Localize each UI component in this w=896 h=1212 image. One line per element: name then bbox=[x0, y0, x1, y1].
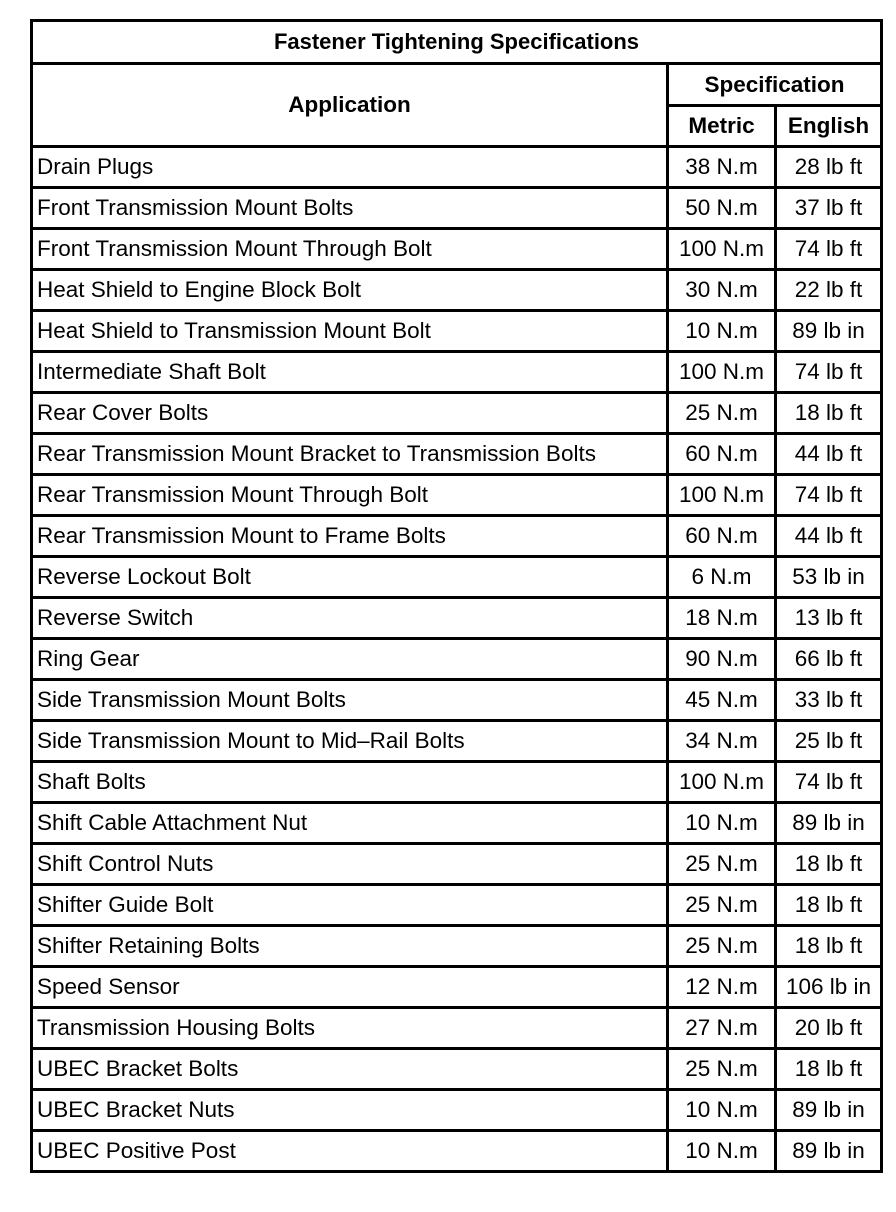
metric-cell: 60 N.m bbox=[668, 516, 776, 557]
metric-cell: 6 N.m bbox=[668, 557, 776, 598]
table-row bbox=[32, 803, 882, 844]
english-cell: 89 lb in bbox=[776, 311, 882, 352]
english-cell: 106 lb in bbox=[776, 967, 882, 1008]
metric-cell: 10 N.m bbox=[668, 1131, 776, 1172]
table-row bbox=[32, 762, 882, 803]
application-cell: Reverse Switch bbox=[32, 598, 668, 639]
metric-cell: 100 N.m bbox=[668, 762, 776, 803]
application-cell: Heat Shield to Transmission Mount Bolt bbox=[32, 311, 668, 352]
table-row bbox=[32, 188, 882, 229]
table-row bbox=[32, 1049, 882, 1090]
english-cell: 74 lb ft bbox=[776, 475, 882, 516]
application-cell: Shift Cable Attachment Nut bbox=[32, 803, 668, 844]
english-cell: 89 lb in bbox=[776, 1131, 882, 1172]
application-cell: Side Transmission Mount Bolts bbox=[32, 680, 668, 721]
english-cell: 74 lb ft bbox=[776, 762, 882, 803]
metric-cell: 10 N.m bbox=[668, 803, 776, 844]
table-row bbox=[32, 557, 882, 598]
table-row bbox=[32, 680, 882, 721]
application-cell: Shifter Guide Bolt bbox=[32, 885, 668, 926]
application-cell: UBEC Bracket Bolts bbox=[32, 1049, 668, 1090]
english-cell: 22 lb ft bbox=[776, 270, 882, 311]
specification-header: Specification bbox=[668, 64, 882, 106]
metric-cell: 50 N.m bbox=[668, 188, 776, 229]
english-cell: 44 lb ft bbox=[776, 516, 882, 557]
table-row bbox=[32, 352, 882, 393]
english-cell: 74 lb ft bbox=[776, 352, 882, 393]
table-row bbox=[32, 1008, 882, 1049]
english-cell: 13 lb ft bbox=[776, 598, 882, 639]
english-cell: 33 lb ft bbox=[776, 680, 882, 721]
application-cell: Rear Transmission Mount to Frame Bolts bbox=[32, 516, 668, 557]
metric-cell: 25 N.m bbox=[668, 1049, 776, 1090]
english-cell: 18 lb ft bbox=[776, 885, 882, 926]
metric-cell: 45 N.m bbox=[668, 680, 776, 721]
application-cell: Rear Cover Bolts bbox=[32, 393, 668, 434]
english-cell: 53 lb in bbox=[776, 557, 882, 598]
metric-cell: 34 N.m bbox=[668, 721, 776, 762]
metric-cell: 100 N.m bbox=[668, 229, 776, 270]
application-cell: UBEC Bracket Nuts bbox=[32, 1090, 668, 1131]
table-row bbox=[32, 639, 882, 680]
application-cell: UBEC Positive Post bbox=[32, 1131, 668, 1172]
application-cell: Drain Plugs bbox=[32, 147, 668, 188]
table-row bbox=[32, 229, 882, 270]
english-cell: 37 lb ft bbox=[776, 188, 882, 229]
table-row bbox=[32, 885, 882, 926]
metric-cell: 30 N.m bbox=[668, 270, 776, 311]
application-cell: Reverse Lockout Bolt bbox=[32, 557, 668, 598]
metric-cell: 38 N.m bbox=[668, 147, 776, 188]
english-cell: 74 lb ft bbox=[776, 229, 882, 270]
english-cell: 44 lb ft bbox=[776, 434, 882, 475]
table-row bbox=[32, 434, 882, 475]
metric-cell: 60 N.m bbox=[668, 434, 776, 475]
metric-cell: 10 N.m bbox=[668, 311, 776, 352]
english-cell: 18 lb ft bbox=[776, 393, 882, 434]
english-cell: 25 lb ft bbox=[776, 721, 882, 762]
table-row bbox=[32, 475, 882, 516]
application-cell: Shifter Retaining Bolts bbox=[32, 926, 668, 967]
metric-cell: 25 N.m bbox=[668, 885, 776, 926]
application-cell: Shift Control Nuts bbox=[32, 844, 668, 885]
metric-cell: 90 N.m bbox=[668, 639, 776, 680]
application-cell: Side Transmission Mount to Mid–Rail Bolts bbox=[32, 721, 668, 762]
application-cell: Ring Gear bbox=[32, 639, 668, 680]
metric-cell: 25 N.m bbox=[668, 844, 776, 885]
metric-cell: 10 N.m bbox=[668, 1090, 776, 1131]
table-row bbox=[32, 967, 882, 1008]
english-cell: 28 lb ft bbox=[776, 147, 882, 188]
table-row bbox=[32, 311, 882, 352]
metric-cell: 25 N.m bbox=[668, 393, 776, 434]
table-row bbox=[32, 393, 882, 434]
english-cell: 20 lb ft bbox=[776, 1008, 882, 1049]
english-cell: 18 lb ft bbox=[776, 926, 882, 967]
english-cell: 18 lb ft bbox=[776, 844, 882, 885]
table-row bbox=[32, 147, 882, 188]
application-cell: Rear Transmission Mount Through Bolt bbox=[32, 475, 668, 516]
application-cell: Speed Sensor bbox=[32, 967, 668, 1008]
metric-cell: 25 N.m bbox=[668, 926, 776, 967]
application-cell: Front Transmission Mount Through Bolt bbox=[32, 229, 668, 270]
application-cell: Front Transmission Mount Bolts bbox=[32, 188, 668, 229]
application-cell: Rear Transmission Mount Bracket to Transmission Bolts bbox=[32, 434, 668, 475]
application-cell: Transmission Housing Bolts bbox=[32, 1008, 668, 1049]
table-row bbox=[32, 598, 882, 639]
table-row bbox=[32, 1131, 882, 1172]
metric-cell: 27 N.m bbox=[668, 1008, 776, 1049]
fastener-spec-table bbox=[30, 19, 883, 1173]
application-cell: Intermediate Shaft Bolt bbox=[32, 352, 668, 393]
table-row bbox=[32, 516, 882, 557]
table-body bbox=[32, 147, 882, 1172]
english-header: English bbox=[776, 106, 882, 147]
table-row bbox=[32, 270, 882, 311]
table-row bbox=[32, 844, 882, 885]
metric-cell: 18 N.m bbox=[668, 598, 776, 639]
metric-cell: 100 N.m bbox=[668, 352, 776, 393]
table-row bbox=[32, 1090, 882, 1131]
english-cell: 66 lb ft bbox=[776, 639, 882, 680]
english-cell: 89 lb in bbox=[776, 803, 882, 844]
application-header: Application bbox=[32, 64, 668, 147]
application-cell: Heat Shield to Engine Block Bolt bbox=[32, 270, 668, 311]
english-cell: 89 lb in bbox=[776, 1090, 882, 1131]
table-row bbox=[32, 926, 882, 967]
metric-header: Metric bbox=[668, 106, 776, 147]
table-title: Fastener Tightening Specifications bbox=[32, 21, 882, 64]
english-cell: 18 lb ft bbox=[776, 1049, 882, 1090]
table-row bbox=[32, 721, 882, 762]
metric-cell: 12 N.m bbox=[668, 967, 776, 1008]
metric-cell: 100 N.m bbox=[668, 475, 776, 516]
application-cell: Shaft Bolts bbox=[32, 762, 668, 803]
